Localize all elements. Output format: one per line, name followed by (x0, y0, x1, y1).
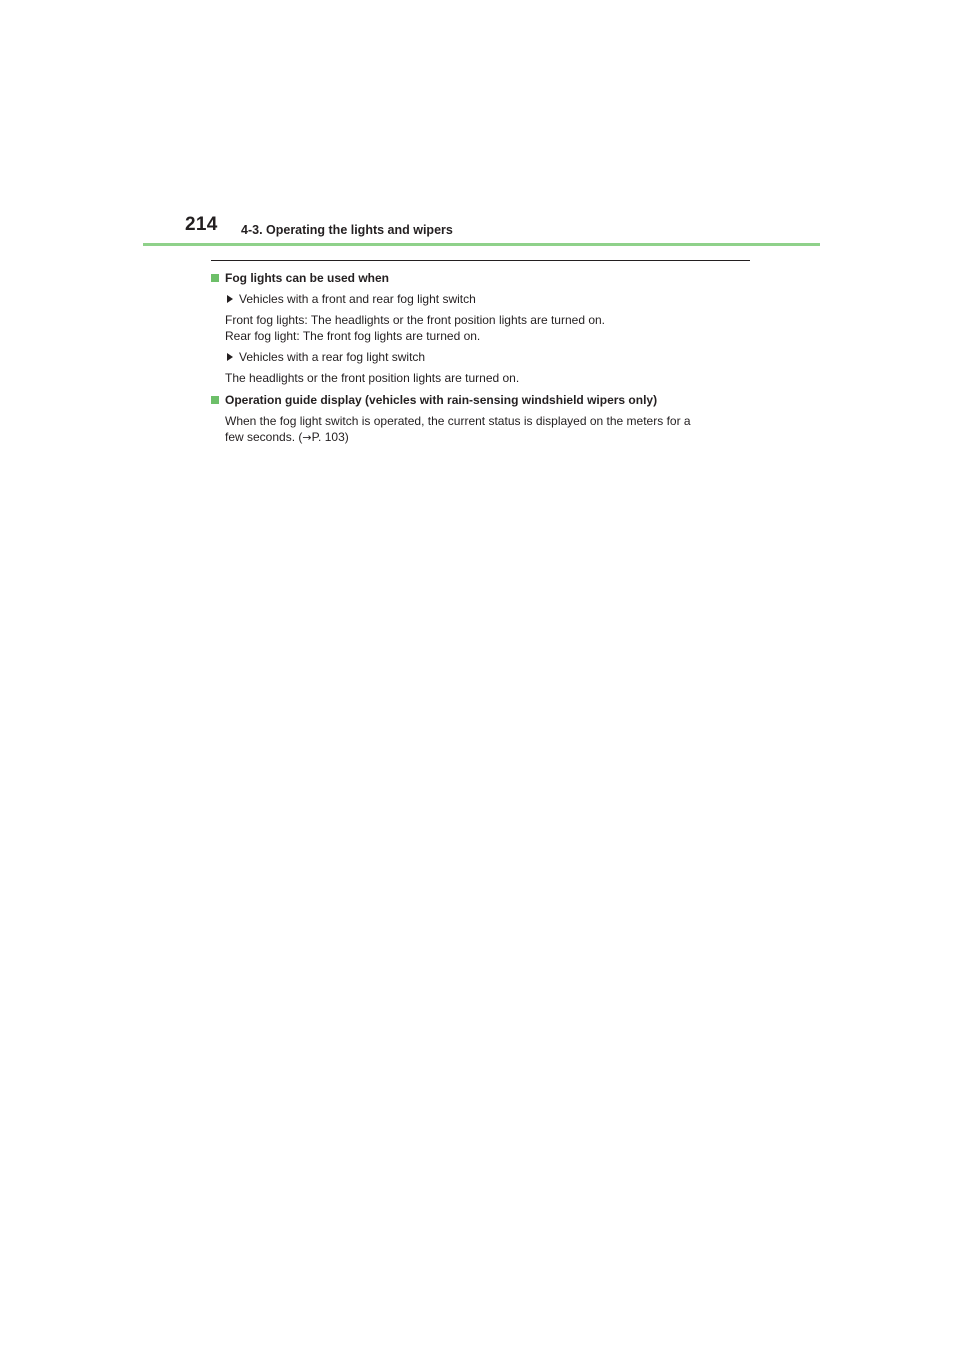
paragraph (211, 413, 756, 446)
section-heading-label: Operation guide display (vehicles with rain-sensing windshield wipers only) (225, 393, 658, 407)
text-line: The headlights or the front position lights are turned on. (225, 371, 520, 385)
subsection-front-rear-switch (211, 291, 756, 307)
page-content (211, 270, 756, 446)
paragraph (211, 370, 756, 386)
subsection-label: Vehicles with a front and rear fog light switch (239, 292, 476, 306)
section-title: 4-3. Operating the lights and wipers (241, 223, 453, 237)
text-fragment: few seconds. ( (225, 430, 303, 444)
section-heading-fog-lights (211, 270, 756, 286)
content-divider (211, 260, 750, 261)
section-heading-operation-guide (211, 392, 756, 408)
right-arrow-icon: → (302, 431, 312, 444)
text-line: Rear fog light: The front fog lights are turned on. (225, 329, 481, 343)
paragraph (211, 312, 756, 344)
text-line-with-reference (225, 429, 756, 446)
triangle-bullet-icon (227, 353, 233, 361)
text-line: When the fog light switch is operated, the current status is displayed on the meters for a (225, 414, 691, 428)
page-number: 214 (185, 214, 218, 235)
subsection-rear-switch (211, 349, 756, 365)
subsection-label: Vehicles with a rear fog light switch (239, 350, 426, 364)
page-reference-link[interactable]: P. 103) (311, 430, 349, 444)
square-bullet-icon (211, 396, 219, 404)
text-line: Front fog lights: The headlights or the front position lights are turned on. (225, 313, 606, 327)
square-bullet-icon (211, 274, 219, 282)
triangle-bullet-icon (227, 295, 233, 303)
section-heading-label: Fog lights can be used when (225, 271, 390, 285)
header-rule (143, 243, 820, 246)
